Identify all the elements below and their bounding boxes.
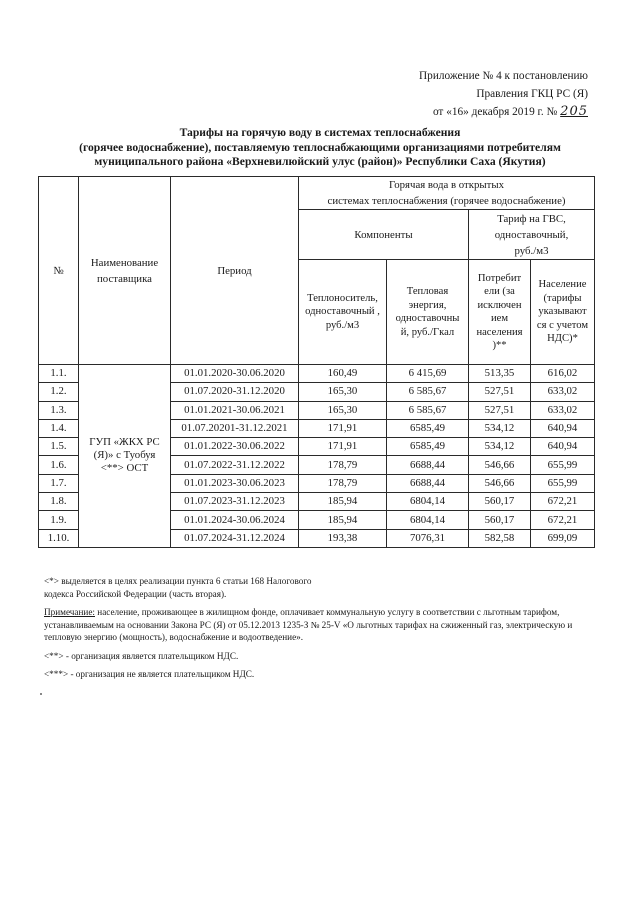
footnote-1-line-1: <*> выделяется в целях реализации пункта 6 статьи 168 Налогового [44,576,312,586]
row-number: 1.4. [39,419,79,437]
heat-energy-tariff: 6804,14 [387,493,469,511]
header-hot-water-group [299,177,595,210]
period: 01.01.2020-30.06.2020 [171,365,299,383]
period: 01.07.20201-31.12.2021 [171,419,299,437]
consumers-tariff: 546,66 [469,456,531,474]
heat-carrier-tariff: 165,30 [299,401,387,419]
title-line-3: муниципального района «Верхневилюйский улус (район)» Республики Саха (Якутия) [94,155,546,168]
consumers-tariff: 527,51 [469,383,531,401]
heat-carrier-tariff: 171,91 [299,438,387,456]
row-number: 1.5. [39,438,79,456]
row-number: 1.7. [39,474,79,492]
heat-energy-tariff: 6585,49 [387,438,469,456]
consumers-tariff: 560,17 [469,493,531,511]
population-tariff: 633,02 [531,401,595,419]
period: 01.01.2022-30.06.2022 [171,438,299,456]
population-tariff: 655,99 [531,474,595,492]
row-number: 1.9. [39,511,79,529]
appendix-line-3 [419,103,588,121]
period: 01.01.2024-30.06.2024 [171,511,299,529]
consumers-tariff: 560,17 [469,511,531,529]
appendix-date: от «16» декабря 2019 г. № [432,106,558,118]
appendix-header [419,67,588,121]
heat-energy-tariff: 6585,49 [387,419,469,437]
heat-carrier-tariff: 185,94 [299,511,387,529]
supplier-name: ГУП «ЖКХ РС (Я)» с Туобуя <**> ОСТ [79,365,171,548]
row-number: 1.1. [39,365,79,383]
row-number: 1.3. [39,401,79,419]
heat-energy-tariff: 7076,31 [387,529,469,547]
heat-energy-tariff: 6804,14 [387,511,469,529]
population-tariff: 640,94 [531,438,595,456]
heat-energy-tariff: 6 415,69 [387,365,469,383]
heat-carrier-tariff: 160,49 [299,365,387,383]
title-line-2: (горячее водоснабжение), поставляемую теплоснабжающими организациями потребителям [79,140,561,154]
period: 01.01.2023-30.06.2023 [171,474,299,492]
heat-carrier-tariff: 193,38 [299,529,387,547]
header-number: № [39,177,79,365]
appendix-line-2: Правления ГКЦ РС (Я) [476,88,588,100]
population-tariff: 672,21 [531,511,595,529]
header-supplier: Наименование поставщика [79,177,171,365]
header-group-line-2: системах теплоснабжения (горячее водоснабжение) [327,195,566,207]
consumers-tariff: 534,12 [469,419,531,437]
header-consumers: Потребит ели (за исключен ием населения )** [469,260,531,365]
consumers-tariff: 513,35 [469,365,531,383]
heat-carrier-tariff: 178,79 [299,474,387,492]
period: 01.01.2021-30.06.2021 [171,401,299,419]
period: 01.07.2022-31.12.2022 [171,456,299,474]
title-line-1: Тарифы на горячую воду в системах теплоснабжения [179,126,461,139]
heat-energy-tariff: 6688,44 [387,474,469,492]
row-number: 1.10. [39,529,79,547]
remark-text: население, проживающее в жилищном фонде, оплачивает коммунальную услугу в соответствии с льготным тарифом, устанавливаемым на основании Закона РС (Я) от 05.12.2013 1235-З № 25-V «О льготных тарифах на сжиженный газ, электрическую и тепловую энергию (мощность), водоснабжение и водоотведение». [44,607,573,642]
document-title [40,126,600,170]
header-components: Компоненты [299,210,469,260]
period: 01.07.2024-31.12.2024 [171,529,299,547]
scan-speck [40,693,42,695]
heat-energy-tariff: 6688,44 [387,456,469,474]
footnote-vat-allocation [44,575,604,600]
heat-energy-tariff: 6 585,67 [387,401,469,419]
consumers-tariff: 582,58 [469,529,531,547]
header-group-line-1: Горячая вода в открытых [388,179,505,191]
heat-carrier-tariff: 171,91 [299,419,387,437]
header-population: Население (тарифы указывают ся с учетом НДС)* [531,260,595,365]
row-number: 1.8. [39,493,79,511]
footnotes [44,575,604,687]
header-heat-energy: Тепловая энергия, одноставочны й, руб./Гкал [387,260,469,365]
population-tariff: 699,09 [531,529,595,547]
heat-carrier-tariff: 165,30 [299,383,387,401]
header-tariff-gvs: Тариф на ГВС, одноставочный, руб./м3 [469,210,595,260]
tariff-table [38,176,595,548]
period: 01.07.2023-31.12.2023 [171,493,299,511]
appendix-line-1: Приложение № 4 к постановлению [419,70,588,82]
footnote-remark [44,606,604,644]
heat-carrier-tariff: 185,94 [299,493,387,511]
remark-label: Примечание: [44,607,95,617]
consumers-tariff: 527,51 [469,401,531,419]
population-tariff: 672,21 [531,493,595,511]
population-tariff: 633,02 [531,383,595,401]
header-heat-carrier: Теплоноситель, одноставочный , руб./м3 [299,260,387,365]
header-period: Период [171,177,299,365]
population-tariff: 655,99 [531,456,595,474]
population-tariff: 616,02 [531,365,595,383]
footnote-1-line-2: кодекса Российской Федерации (часть вторая). [44,588,227,599]
handwritten-number: 205 [560,104,588,119]
heat-carrier-tariff: 178,79 [299,456,387,474]
row-number: 1.6. [39,456,79,474]
population-tariff: 640,94 [531,419,595,437]
table-row [39,365,595,383]
period: 01.07.2020-31.12.2020 [171,383,299,401]
heat-energy-tariff: 6 585,67 [387,383,469,401]
consumers-tariff: 534,12 [469,438,531,456]
consumers-tariff: 546,66 [469,474,531,492]
row-number: 1.2. [39,383,79,401]
footnote-vat-payer: <**> - организация является плательщиком НДС. [44,650,239,661]
footnote-non-vat-payer: <***> - организация не является плательщиком НДС. [44,669,255,679]
